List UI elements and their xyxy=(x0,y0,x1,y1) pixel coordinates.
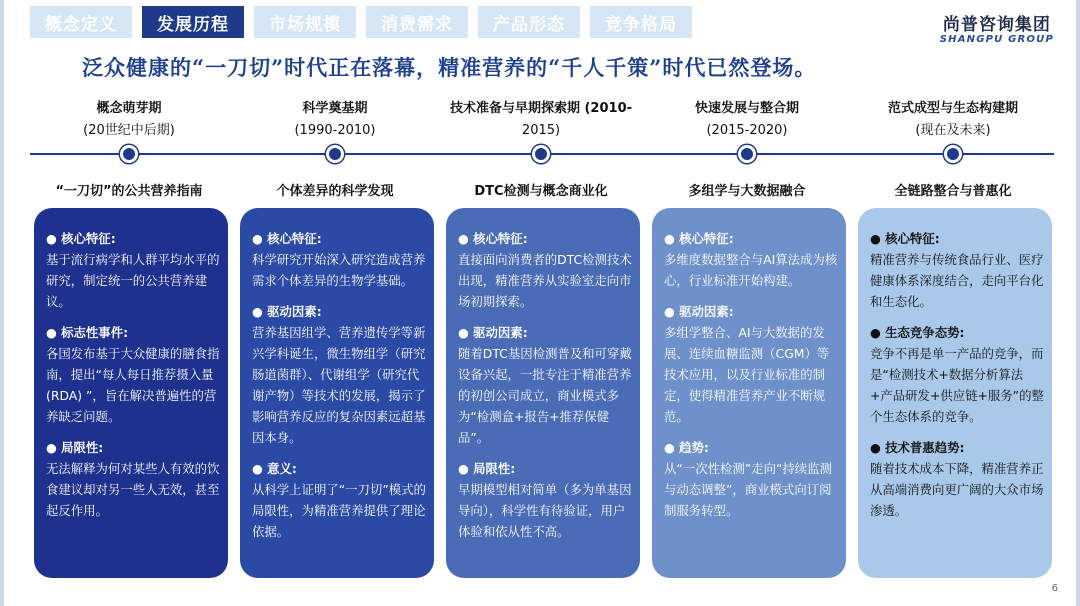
section-tabs xyxy=(30,6,692,38)
section-heading: ● 局限性: xyxy=(46,440,104,455)
section-body: 从“一次性检测”走向“持续监测与动态调整”，商业模式向订阅制服务转型。 xyxy=(664,461,832,518)
stage-years: (1990-2010) xyxy=(294,123,376,138)
section-body: 直接面向消费者的DTC检测技术出现，精准营养从实验室走向市场初期探索。 xyxy=(458,252,632,309)
section-heading: ● 局限性: xyxy=(458,461,516,476)
stage-2 xyxy=(232,98,438,142)
brand-name-cn: 尚普咨询集团 xyxy=(942,15,1051,35)
section-body: 精准营养与传统食品行业、医疗健康体系深度结合，走向平台化和生态化。 xyxy=(870,252,1044,309)
tab-consumer-demand[interactable]: 消费需求 xyxy=(366,6,468,38)
section-body: 营养基因组学、营养遗传学等新兴学科诞生，微生物组学（研究肠道菌群）、代谢组学（研究代谢产物）等技术的发展，揭示了影响营养反应的复杂因素远超基因本身。 xyxy=(252,325,426,445)
timeline-dot xyxy=(326,145,344,163)
stage-card-1 xyxy=(34,208,228,578)
stage-name: 范式成型与生态构建期 xyxy=(887,101,1018,116)
stage-3 xyxy=(438,98,644,142)
stage-years: (2015-2020) xyxy=(706,123,788,138)
timeline-dot xyxy=(738,145,756,163)
stage-card-3 xyxy=(446,208,640,578)
stage-name: 快速发展与整合期 xyxy=(694,101,799,116)
page-number: 6 xyxy=(1051,583,1058,594)
tab-product-form[interactable]: 产品形态 xyxy=(478,6,580,38)
stage-card-2 xyxy=(240,208,434,578)
section-body: 无法解释为何对某些人有效的饮食建议却对另一些人无效，甚至起反作用。 xyxy=(46,461,220,518)
section-heading: ● 核心特征: xyxy=(46,231,116,246)
section-heading: ● 驱动因素: xyxy=(664,304,734,319)
section-heading: ● 核心特征: xyxy=(252,231,322,246)
column-title: 多组学与大数据融合 xyxy=(688,184,806,199)
page-headline: 泛众健康的“一刀切”时代正在落幕，精准营养的“千人千策”时代已然登场。 xyxy=(82,55,817,80)
tab-market-size[interactable]: 市场规模 xyxy=(254,6,356,38)
section-heading: ● 意义: xyxy=(252,461,297,476)
section-body: 竞争不再是单一产品的竞争，而是“检测技术+数据分析算法+产品研发+供应链+服务”的整个生态体系的竞争。 xyxy=(870,346,1044,424)
column-title: “一刀切”的公共营养指南 xyxy=(55,184,203,199)
section-heading: ● 驱动因素: xyxy=(252,304,322,319)
section-body: 科学研究开始深入研究造成营养需求个体差异的生物学基础。 xyxy=(252,252,426,288)
tab-competition-landscape[interactable]: 竞争格局 xyxy=(590,6,692,38)
brand-name-en: SHANGPU GROUP xyxy=(939,34,1054,45)
section-body: 随着DTC基因检测普及和可穿戴设备兴起，一批专注于精准营养的初创公司成立，商业模式多为“检测盒+报告+推荐保健品”。 xyxy=(458,346,632,445)
section-heading: ● 驱动因素: xyxy=(458,325,528,340)
timeline-dot xyxy=(532,145,550,163)
column-title: DTC检测与概念商业化 xyxy=(474,184,608,199)
section-heading: ● 生态竞争态势: xyxy=(870,325,965,340)
stage-4 xyxy=(644,98,850,142)
column-title: 全链路整合与普惠化 xyxy=(894,184,1012,199)
stage-name: 科学奠基期 xyxy=(302,101,368,116)
section-heading: ● 核心特征: xyxy=(664,231,734,246)
stage-years: (20世纪中后期) xyxy=(83,123,175,138)
stage-5 xyxy=(850,98,1056,142)
section-heading: ● 标志性事件: xyxy=(46,325,129,340)
section-body: 随着技术成本下降，精准营养正从高端消费向更广阔的大众市场渗透。 xyxy=(870,461,1044,518)
section-heading: ● 技术普惠趋势: xyxy=(870,440,965,455)
section-body: 多组学整合、AI与大数据的发展、连续血糖监测（CGM）等技术应用，以及行业标准的制定，使得精准营养产业不断规范。 xyxy=(664,325,830,424)
stage-name: 技术准备与早期探索期 (2010- xyxy=(449,101,633,116)
stage-card-5 xyxy=(858,208,1052,578)
section-heading: ● 趋势: xyxy=(664,440,709,455)
brand-logo xyxy=(940,10,1054,45)
stage-years: (现在及未来) xyxy=(915,123,991,138)
section-body: 各国发布基于大众健康的膳食指南，提出“每人每日推荐摄入量 (RDA) ”，旨在解决普遍性的营养缺乏问题。 xyxy=(46,346,220,424)
section-body: 从科学上证明了“一刀切”模式的局限性，为精准营养提供了理论依据。 xyxy=(252,482,426,539)
stage-card-4 xyxy=(652,208,846,578)
section-heading: ● 核心特征: xyxy=(458,231,528,246)
tab-concept-definition[interactable]: 概念定义 xyxy=(30,6,132,38)
tab-development-history[interactable]: 发展历程 xyxy=(142,6,244,38)
stage-years: 2015) xyxy=(521,123,561,138)
section-heading: ● 核心特征: xyxy=(870,231,940,246)
section-body: 基于流行病学和人群平均水平的研究，制定统一的公共营养建议。 xyxy=(46,252,220,309)
section-body: 多维度数据整合与AI算法成为核心，行业标准开始构建。 xyxy=(664,252,838,288)
column-title: 个体差异的科学发现 xyxy=(276,184,394,199)
section-body: 早期模型相对简单（多为单基因导向），科学性有待验证，用户体验和依从性不高。 xyxy=(458,482,632,539)
timeline-dot xyxy=(120,145,138,163)
stage-1 xyxy=(26,98,232,142)
stage-name: 概念萌芽期 xyxy=(96,101,162,116)
timeline-dot xyxy=(944,145,962,163)
